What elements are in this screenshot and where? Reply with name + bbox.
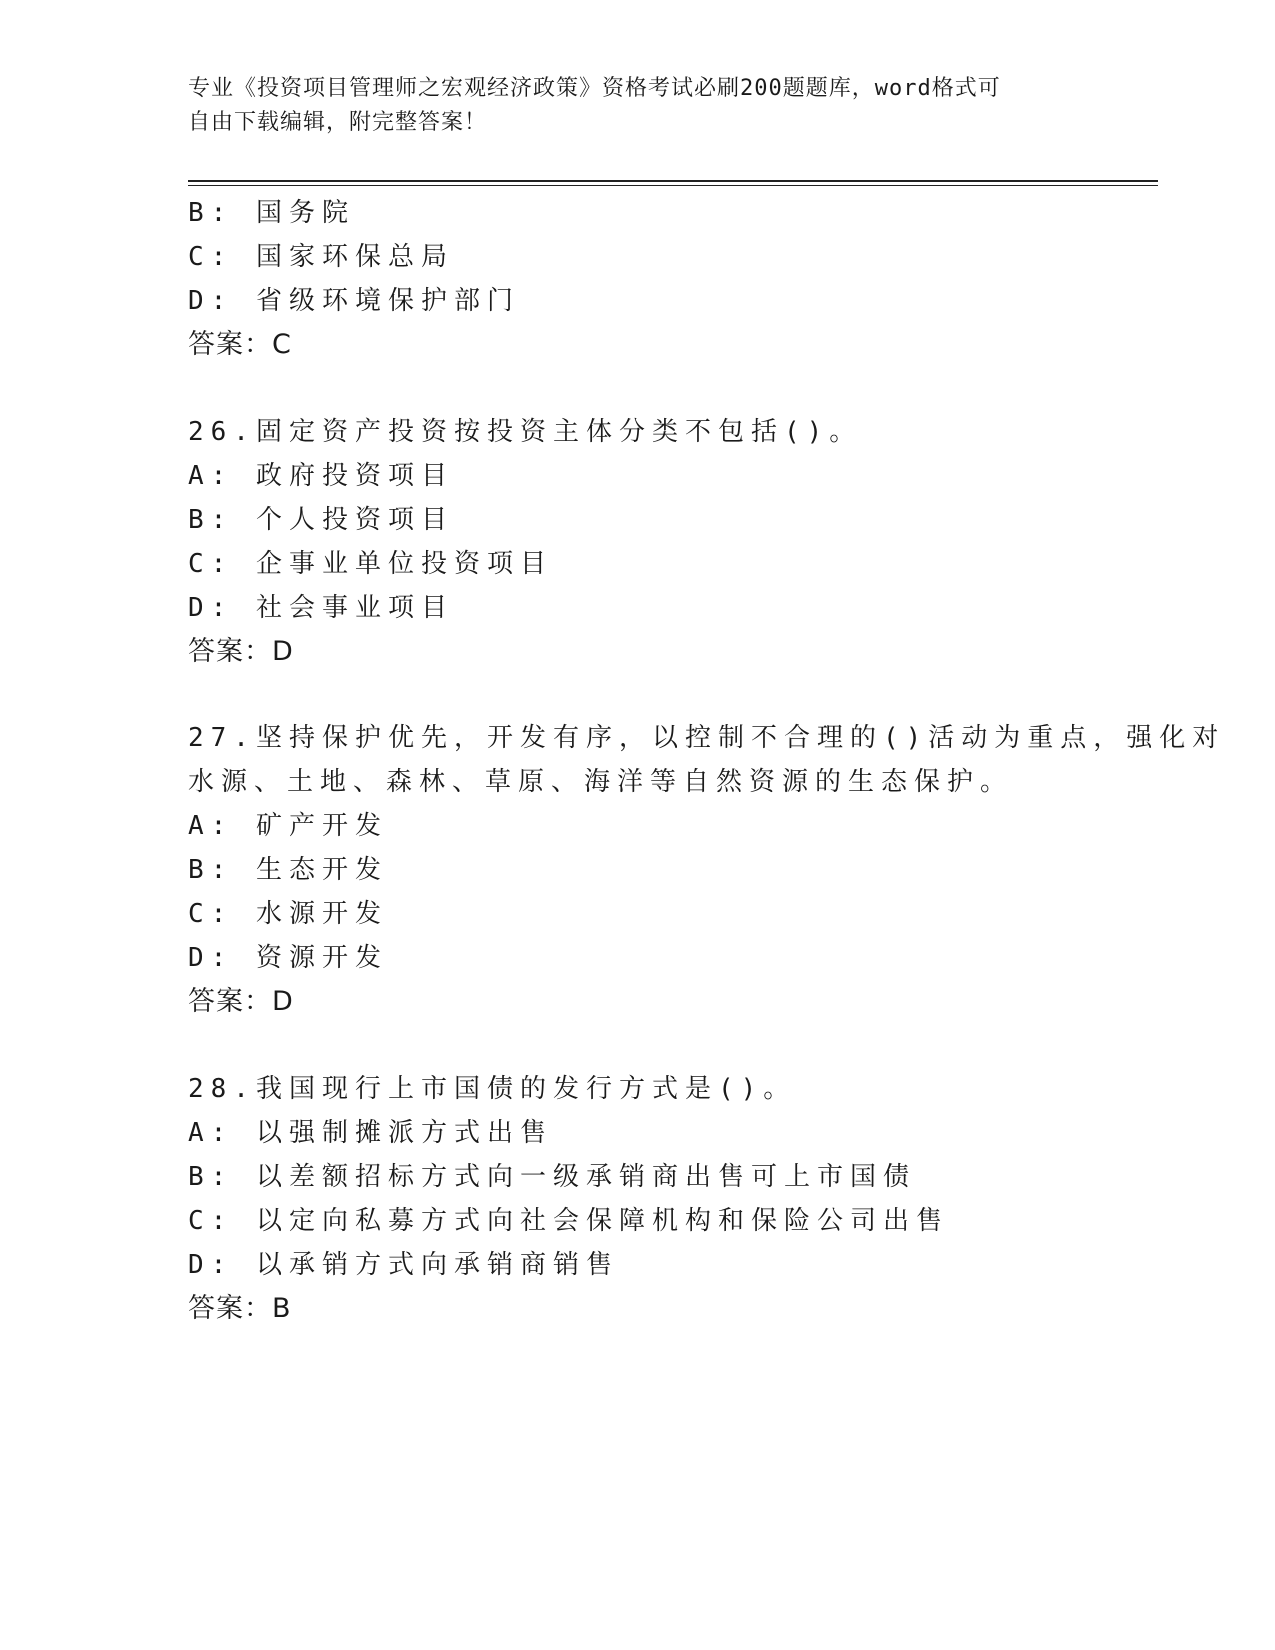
q28-option-c: C: 以定向私募方式向社会保障机构和保险公司出售	[188, 1206, 949, 1236]
q28-answer: 答案：B	[188, 1293, 292, 1324]
q25-option-c: C: 国家环保总局	[188, 242, 454, 272]
q28-option-d: D: 以承销方式向承销商销售	[188, 1250, 619, 1280]
q26-option-c: C: 企事业单位投资项目	[188, 549, 553, 579]
q28-option-b: B: 以差额招标方式向一级承销商出售可上市国债	[188, 1162, 916, 1192]
q26-option-d: D: 社会事业项目	[188, 593, 454, 623]
q27-option-a: A: 矿产开发	[188, 811, 388, 841]
header-title-line-1: 专业《投资项目管理师之宏观经济政策》资格考试必刷200题题库，word格式可	[188, 76, 1001, 101]
q27-option-b: B: 生态开发	[188, 855, 388, 885]
q25-option-b: B: 国务院	[188, 198, 355, 228]
q27-answer: 答案：D	[188, 986, 294, 1017]
q28-option-a: A: 以强制摊派方式出售	[188, 1118, 553, 1148]
q27-question-line-1: 27.坚持保护优先，开发有序，以控制不合理的()活动为重点，强化对	[188, 723, 1226, 753]
q26-option-b: B: 个人投资项目	[188, 505, 454, 535]
document-header	[188, 72, 1068, 140]
q27-option-c: C: 水源开发	[188, 899, 388, 929]
q28-question: 28.我国现行上市国债的发行方式是()。	[188, 1074, 797, 1104]
q25-answer: 答案：C	[188, 329, 292, 360]
q26-question: 26.固定资产投资按投资主体分类不包括()。	[188, 417, 863, 447]
q27-option-d: D: 资源开发	[188, 943, 388, 973]
q25-option-d: D: 省级环境保护部门	[188, 286, 520, 316]
q26-answer: 答案：D	[188, 636, 294, 667]
header-title-line-2: 自由下载编辑，附完整答案！	[188, 110, 488, 135]
header-divider-thin	[188, 185, 1158, 186]
q27-question-line-2: 水源、土地、森林、草原、海洋等自然资源的生态保护。	[188, 767, 1014, 797]
q26-option-a: A: 政府投资项目	[188, 461, 454, 491]
header-divider-thick	[188, 180, 1158, 182]
